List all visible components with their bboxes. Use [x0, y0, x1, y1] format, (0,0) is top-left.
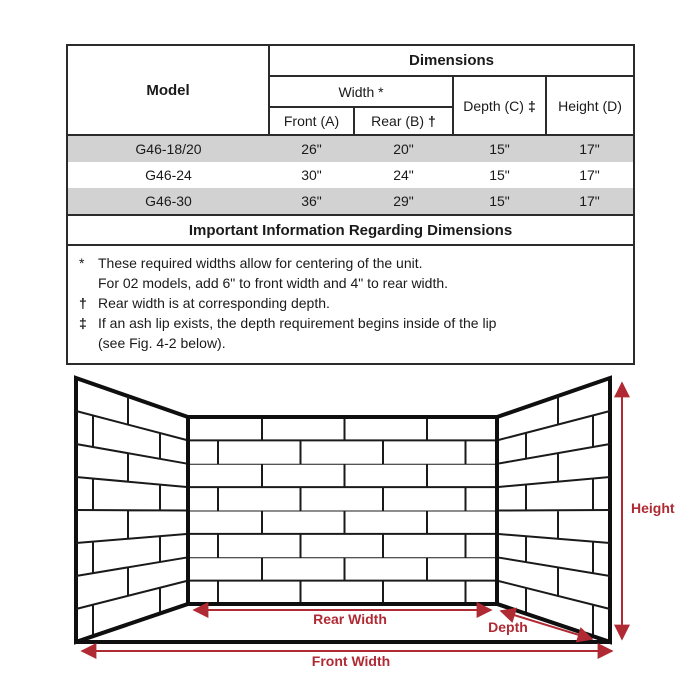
footnote-line: For 02 models, add 6" to front width and 4" to rear width.: [98, 275, 449, 291]
table-row: [67, 135, 634, 162]
front-width-cell: 36": [301, 193, 322, 209]
info-header: Important Information Regarding Dimensions: [67, 215, 634, 245]
height-header: Height (D): [546, 76, 634, 135]
height-cell: 17": [579, 193, 600, 209]
footnote-asterisk: [76, 253, 623, 293]
rear-width-label: Rear Width: [313, 611, 387, 627]
footnote-double-dagger: [76, 313, 623, 353]
front-width-cell: 30": [301, 167, 322, 183]
model-cell: G46-24: [145, 167, 192, 183]
rear-width-cell: 29": [393, 193, 414, 209]
header-row-1: [67, 45, 634, 76]
table-row: [67, 162, 634, 188]
front-width-label: Front Width: [311, 653, 391, 669]
footnote-marker: *: [79, 255, 85, 271]
depth-cell: 15": [489, 193, 510, 209]
right-wall: [497, 378, 610, 642]
model-cell: G46-30: [145, 193, 192, 209]
height-cell: 17": [579, 141, 600, 157]
footnote-line: Rear width is at corresponding depth.: [98, 295, 330, 311]
back-wall-bricks: [188, 417, 497, 604]
info-header-row: [67, 215, 634, 245]
footnotes-cell: [67, 245, 634, 364]
firebox-diagram: [0, 360, 700, 690]
rear-header-label: Rear (B): [371, 113, 425, 129]
depth-label: Depth: [488, 619, 528, 635]
depth-cell: 15": [489, 167, 510, 183]
depth-cell: 15": [489, 141, 510, 157]
dimensions-table: [66, 44, 633, 365]
depth-header: [453, 76, 546, 135]
rear-width-cell: 24": [393, 167, 414, 183]
footnote-marker: †: [79, 295, 87, 311]
height-cell: 17": [579, 167, 600, 183]
footnote-line: If an ash lip exists, the depth requirement begins inside of the lip: [98, 315, 497, 331]
rear-header: [354, 107, 453, 135]
height-label: Height: [631, 500, 675, 516]
dimensions-header: Dimensions: [269, 45, 634, 76]
front-width-cell: 26": [301, 141, 322, 157]
width-header: Width *: [269, 76, 453, 107]
model-cell: G46-18/20: [135, 141, 202, 157]
rear-width-cell: 20": [393, 141, 414, 157]
spec-table: [66, 44, 635, 365]
front-header: Front (A): [269, 107, 354, 135]
model-header: Model: [67, 45, 269, 135]
footnote-dagger: [76, 293, 623, 313]
depth-footnote-mark: ‡: [527, 97, 536, 114]
depth-header-label: Depth (C): [463, 97, 524, 114]
rear-footnote-mark: †: [428, 113, 436, 129]
left-wall: [76, 378, 188, 642]
back-wall: [188, 417, 497, 604]
footnote-marker: ‡: [79, 315, 87, 331]
table-row: [67, 188, 634, 215]
footnotes-row: [67, 245, 634, 364]
footnote-line: These required widths allow for centering of the unit.: [98, 255, 423, 271]
footnote-line: (see Fig. 4-2 below).: [98, 335, 226, 351]
